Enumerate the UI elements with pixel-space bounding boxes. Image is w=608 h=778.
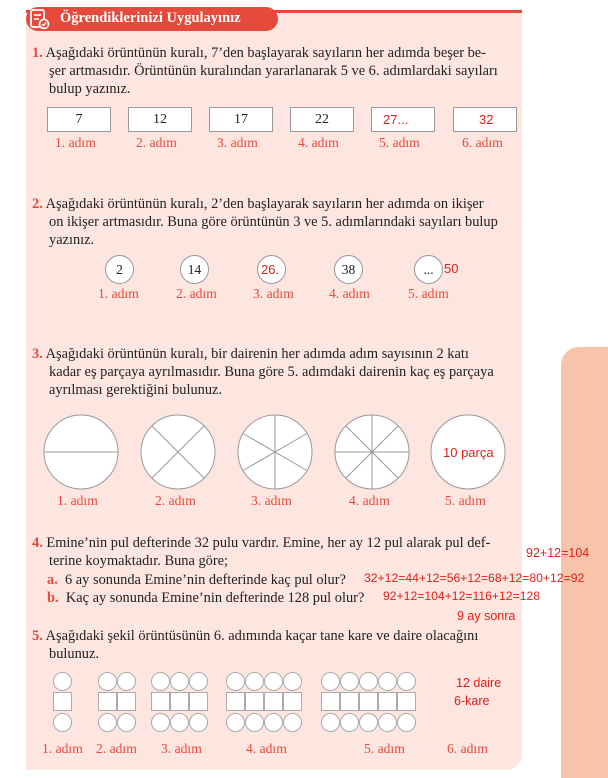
q4-text-2: terine koymaktadır. Buna göre; bbox=[49, 553, 229, 569]
pattern-circle bbox=[53, 713, 72, 732]
q5-answer-circles: 12 daire bbox=[456, 676, 502, 690]
q2-answer-3-value: 26 bbox=[261, 262, 276, 277]
q1-answer-5-dots: ... bbox=[397, 112, 409, 127]
pattern-circle bbox=[151, 713, 170, 732]
q1-label-5: 5. adım bbox=[379, 135, 420, 150]
q3-label-2: 2. adım bbox=[155, 493, 196, 508]
pattern-circle bbox=[117, 672, 136, 691]
pattern-square bbox=[226, 692, 245, 711]
pattern-circle bbox=[245, 713, 264, 732]
q5-label-6: 6. adım bbox=[447, 741, 488, 756]
q5-number: 5. bbox=[32, 628, 43, 644]
q2-label-2: 2. adım bbox=[176, 286, 217, 301]
pattern-square bbox=[264, 692, 283, 711]
pattern-circle bbox=[98, 713, 117, 732]
pattern-square bbox=[189, 692, 208, 711]
q2-label-3: 3. adım bbox=[253, 286, 294, 301]
q5-label-2: 2. adım bbox=[96, 741, 137, 756]
q1-label-2: 2. adım bbox=[136, 135, 177, 150]
pattern-circle bbox=[245, 672, 264, 691]
pattern-circle bbox=[151, 672, 170, 691]
q2-circle-4: 38 bbox=[334, 255, 363, 284]
q2-text-1: Aşağıdaki örüntünün kuralı, 2’den başlayarak sayıların her adımda on ikişer bbox=[45, 196, 484, 212]
q3-number: 3. bbox=[32, 346, 43, 362]
q1-label-3: 3. adım bbox=[217, 135, 258, 150]
q3-circle-4 bbox=[333, 413, 411, 491]
pattern-square bbox=[117, 692, 136, 711]
pattern-square bbox=[170, 692, 189, 711]
q1-box-3: 17 bbox=[209, 107, 273, 132]
pattern-circle bbox=[283, 672, 302, 691]
pattern-circle bbox=[378, 713, 397, 732]
q4-b-letter: b. bbox=[47, 590, 59, 606]
q1-answer-5-value: 27 bbox=[383, 112, 398, 127]
q1-line-1 bbox=[32, 45, 486, 62]
pattern-circle bbox=[340, 713, 359, 732]
section-title: Öğrendiklerinizi Uygulayınız bbox=[60, 10, 241, 26]
q2-answer-3 bbox=[261, 262, 279, 277]
q2-answer-3-dot: . bbox=[275, 262, 280, 277]
q5-answer-squares: 6-kare bbox=[454, 694, 490, 708]
q1-text-2: şer artmasıdır. Örüntünün kuralından yararlanarak 5 ve 6. adımlardaki sayıları bbox=[49, 63, 498, 79]
q1-answer-6: 32 bbox=[479, 112, 494, 127]
q4-number: 4. bbox=[32, 535, 43, 551]
q3-answer: 10 parça bbox=[443, 445, 494, 460]
q4-a-letter: a. bbox=[47, 572, 58, 588]
q2-label-4: 4. adım bbox=[329, 286, 370, 301]
q3-label-1: 1. adım bbox=[57, 493, 98, 508]
q4-hw-a: 32+12=44+12=56+12=68+12=80+12=92 bbox=[364, 571, 585, 585]
q4-a-text: 6 ay sonunda Emine’nin defterinde kaç pul olur? bbox=[65, 572, 346, 588]
q1-text-3: bulup yazınız. bbox=[49, 81, 131, 97]
q3-label-4: 4. adım bbox=[349, 493, 390, 508]
q1-box-2: 12 bbox=[128, 107, 192, 132]
q4-a bbox=[47, 572, 346, 589]
q4-hw-months: 9 ay sonra bbox=[457, 609, 516, 623]
q4-hw-b: 92+12=104+12=116+12=128 bbox=[383, 589, 541, 603]
pattern-circle bbox=[189, 713, 208, 732]
pattern-circle bbox=[321, 713, 340, 732]
q2-label-1: 1. adım bbox=[98, 286, 139, 301]
q5-label-5: 5. adım bbox=[364, 741, 405, 756]
pattern-circle bbox=[117, 713, 136, 732]
q3-circle-2 bbox=[139, 413, 217, 491]
pattern-circle bbox=[321, 672, 340, 691]
q2-text-3: yazınız. bbox=[49, 232, 95, 248]
q1-label-1: 1. adım bbox=[55, 135, 96, 150]
q2-answer-5: 50 bbox=[444, 261, 459, 276]
q1-label-4: 4. adım bbox=[298, 135, 339, 150]
q1-box-1: 7 bbox=[47, 107, 111, 132]
pattern-square bbox=[53, 692, 72, 711]
q2-circle-2: 14 bbox=[180, 255, 209, 284]
side-decoration bbox=[561, 347, 608, 778]
pattern-circle bbox=[397, 713, 416, 732]
q2-circle-1: 2 bbox=[105, 255, 134, 284]
q2-line-1 bbox=[32, 196, 484, 213]
q1-number: 1. bbox=[32, 45, 43, 61]
q3-circle-3 bbox=[236, 413, 314, 491]
q2-label-5: 5. adım bbox=[408, 286, 449, 301]
q3-label-3: 3. adım bbox=[251, 493, 292, 508]
q3-circle-1 bbox=[42, 413, 120, 491]
checklist-icon bbox=[28, 8, 50, 30]
pattern-circle bbox=[378, 672, 397, 691]
pattern-circle bbox=[283, 713, 302, 732]
pattern-square bbox=[98, 692, 117, 711]
pattern-circle bbox=[226, 672, 245, 691]
q2-number: 2. bbox=[32, 196, 43, 212]
q1-label-6: 6. adım bbox=[462, 135, 503, 150]
pattern-circle bbox=[264, 672, 283, 691]
pattern-square bbox=[151, 692, 170, 711]
q5-line-1 bbox=[32, 628, 478, 645]
q4-b-text: Kaç ay sonunda Emine’nin defterinde 128 pul olur? bbox=[65, 590, 365, 606]
q3-text-3: ayrılması gerektiğini bulunuz. bbox=[49, 382, 223, 398]
q4-b bbox=[47, 590, 364, 607]
pattern-square bbox=[245, 692, 264, 711]
q5-label-4: 4. adım bbox=[246, 741, 287, 756]
pattern-circle bbox=[359, 672, 378, 691]
pattern-circle bbox=[340, 672, 359, 691]
pattern-circle bbox=[226, 713, 245, 732]
pattern-circle bbox=[397, 672, 416, 691]
q5-text-1: Aşağıdaki şekil örüntüsünün 6. adımında kaçar tane kare ve daire olacağını bbox=[45, 628, 479, 644]
pattern-circle bbox=[170, 672, 189, 691]
q2-circle-5: ... bbox=[414, 255, 443, 284]
q3-text-1: Aşağıdaki örüntünün kuralı, bir dairenin her adımda adım sayısının 2 katı bbox=[45, 346, 469, 362]
q2-text-2: on ikişer artmasıdır. Buna göre örüntünün 3 ve 5. adımlarındaki sayıları bulup bbox=[49, 214, 498, 230]
q3-label-5: 5. adım bbox=[445, 493, 486, 508]
pattern-square bbox=[340, 692, 359, 711]
q3-line-1 bbox=[32, 346, 469, 363]
q5-label-1: 1. adım bbox=[42, 741, 83, 756]
q4-line-1 bbox=[32, 535, 490, 552]
pattern-circle bbox=[264, 713, 283, 732]
q1-box-4: 22 bbox=[290, 107, 354, 132]
pattern-square bbox=[397, 692, 416, 711]
pattern-square bbox=[378, 692, 397, 711]
pattern-circle bbox=[98, 672, 117, 691]
q4-text-1: Emine’nin pul defterinde 32 pulu vardır. Emine, her ay 12 pul alarak pul def- bbox=[46, 535, 491, 551]
pattern-circle bbox=[170, 713, 189, 732]
pattern-square bbox=[359, 692, 378, 711]
q3-text-2: kadar eş parçaya ayrılmasıdır. Buna göre 5. adımdaki dairenin kaç eş parçaya bbox=[49, 364, 494, 380]
q5-text-2: bulunuz. bbox=[49, 646, 99, 662]
pattern-square bbox=[321, 692, 340, 711]
pattern-circle bbox=[189, 672, 208, 691]
pattern-circle bbox=[53, 672, 72, 691]
q1-text-1: Aşağıdaki örüntünün kuralı, 7’den başlayarak sayıların her adımda beşer be- bbox=[45, 45, 486, 61]
q4-hw-top: 92+12=104 bbox=[526, 546, 590, 560]
pattern-circle bbox=[359, 713, 378, 732]
q5-label-3: 3. adım bbox=[161, 741, 202, 756]
q1-answer-5 bbox=[383, 112, 408, 127]
pattern-square bbox=[283, 692, 302, 711]
